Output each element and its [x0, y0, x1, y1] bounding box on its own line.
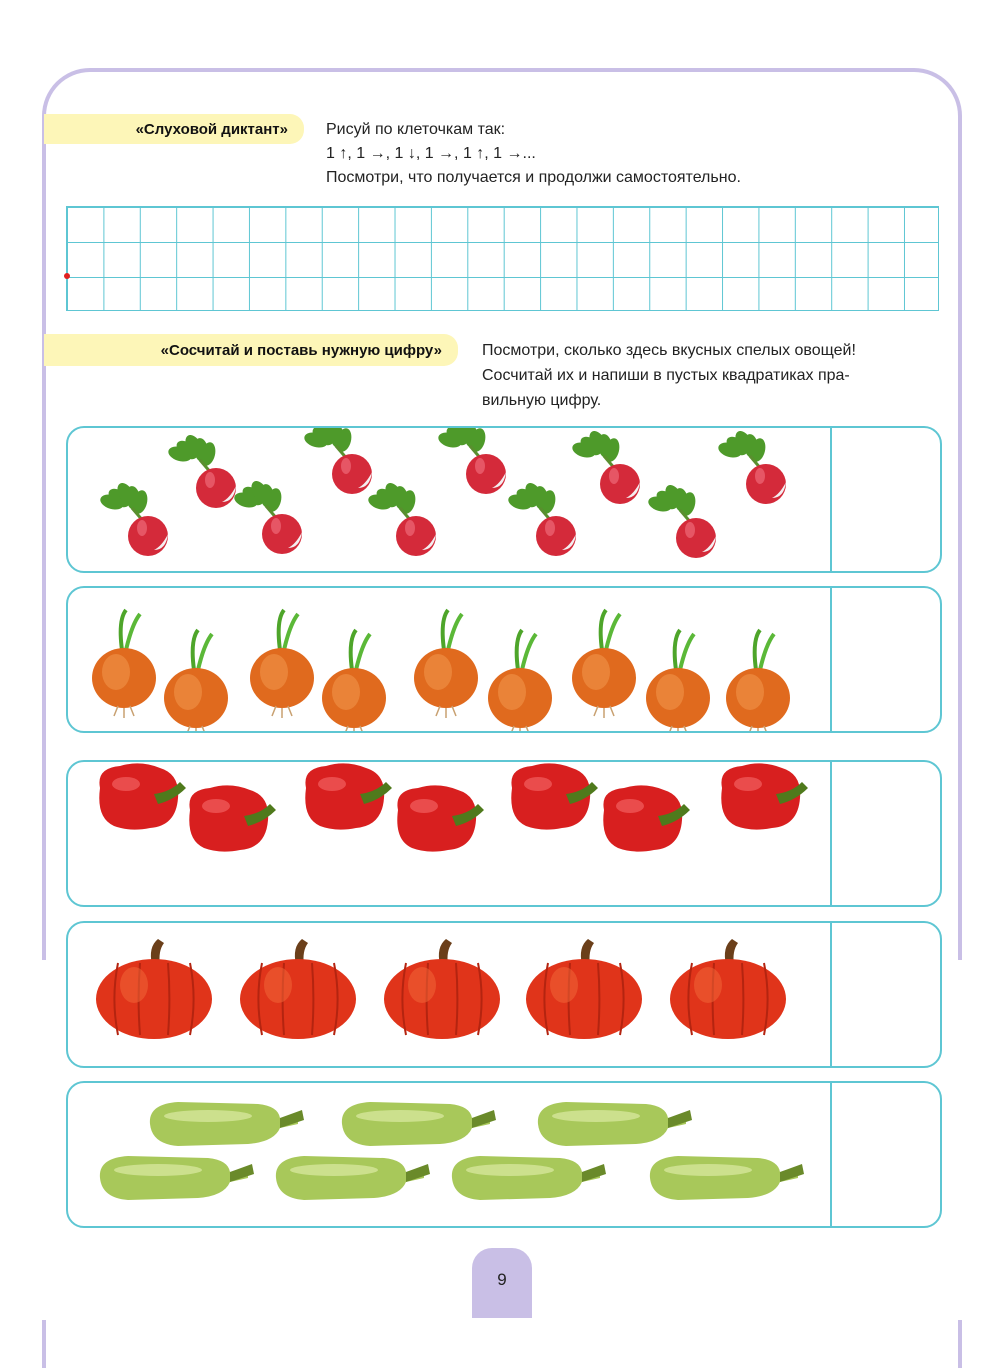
answer-box[interactable] — [832, 762, 940, 905]
radish-icon — [507, 480, 576, 556]
pumpkin-group — [68, 923, 828, 1066]
answer-box[interactable] — [832, 588, 940, 731]
section-title-counting: «Сосчитай и поставь нужную цифру» — [44, 334, 458, 366]
bell-pepper-icon — [189, 785, 276, 851]
zucchini-icon — [342, 1102, 496, 1146]
radish-icon — [717, 428, 786, 504]
instruction-line: Посмотри, что получается и продолжи самостоятельно. — [326, 169, 741, 186]
onion-icon — [414, 610, 478, 718]
pepper-group — [68, 762, 828, 905]
counting-row-pumpkin — [66, 921, 942, 1068]
radish-icon — [233, 478, 302, 554]
counting-row-zucchini — [66, 1081, 942, 1228]
zucchini-icon — [650, 1156, 804, 1200]
counting-row-onion — [66, 586, 942, 733]
onion-icon — [92, 610, 156, 718]
counting-row-radish — [66, 426, 942, 573]
zucchini-icon — [276, 1156, 430, 1200]
onion-group — [68, 588, 828, 731]
pumpkin-icon — [670, 939, 786, 1039]
counting-instructions — [482, 338, 942, 413]
radish-icon — [437, 428, 506, 494]
dictation-instructions — [326, 118, 741, 190]
answer-box[interactable] — [832, 428, 940, 571]
pumpkin-icon — [384, 939, 500, 1039]
instruction-line: Посмотри, сколько здесь вкусных спелых овощей! — [482, 342, 856, 359]
pumpkin-icon — [96, 939, 212, 1039]
onion-icon — [726, 630, 790, 731]
instruction-line: 1 ↑, 1 →, 1 ↓, 1 →, 1 ↑, 1 →... — [326, 145, 536, 162]
onion-icon — [164, 630, 228, 731]
onion-icon — [646, 630, 710, 731]
pumpkin-icon — [240, 939, 356, 1039]
onion-icon — [488, 630, 552, 731]
answer-box[interactable] — [832, 1083, 940, 1226]
zucchini-icon — [538, 1102, 692, 1146]
zucchini-icon — [100, 1156, 254, 1200]
instruction-line: вильную цифру. — [482, 392, 602, 409]
radish-icon — [99, 480, 168, 556]
instruction-line: Рисуй по клеточкам так: — [326, 121, 506, 138]
bell-pepper-icon — [305, 763, 392, 829]
radish-group — [68, 428, 828, 571]
bell-pepper-icon — [603, 785, 690, 851]
radish-icon — [367, 480, 436, 556]
onion-icon — [250, 610, 314, 718]
page-number: 9 — [497, 1270, 507, 1289]
onion-icon — [572, 610, 636, 718]
pumpkin-icon — [526, 939, 642, 1039]
drawing-grid[interactable] — [66, 206, 939, 311]
bell-pepper-icon — [397, 785, 484, 851]
start-dot — [64, 273, 70, 279]
onion-icon — [322, 630, 386, 731]
radish-icon — [571, 428, 640, 504]
section-title-dictation: «Слуховой диктант» — [44, 114, 304, 144]
radish-icon — [303, 428, 372, 494]
bell-pepper-icon — [721, 763, 808, 829]
radish-icon — [167, 432, 236, 508]
zucchini-group — [68, 1083, 828, 1226]
zucchini-icon — [452, 1156, 606, 1200]
bell-pepper-icon — [99, 763, 186, 829]
radish-icon — [647, 482, 716, 558]
counting-row-pepper — [66, 760, 942, 907]
bell-pepper-icon — [511, 763, 598, 829]
answer-box[interactable] — [832, 923, 940, 1066]
instruction-line: Сосчитай их и напиши в пустых квадратиках пра- — [482, 367, 850, 384]
zucchini-icon — [150, 1102, 304, 1146]
